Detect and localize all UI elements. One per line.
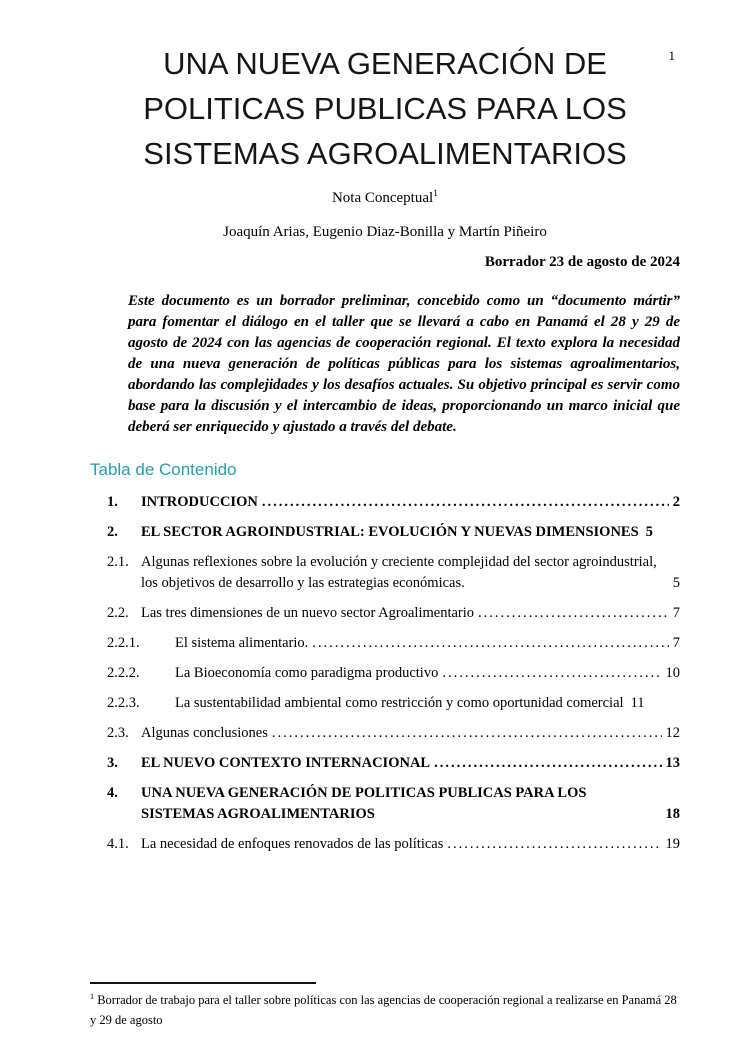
- footnote-reference-mark: 1: [433, 187, 439, 199]
- draft-date: Borrador 23 de agosto de 2024: [484, 253, 680, 270]
- toc-entry-label: INTRODUCCION: [141, 493, 258, 510]
- toc-entry-number: 3.: [107, 754, 118, 771]
- page-number: 1: [668, 48, 675, 63]
- toc-entry-page: 7: [672, 604, 680, 621]
- footnote-number: 1: [90, 992, 95, 1002]
- toc-entry-number: 2.1.: [107, 553, 129, 570]
- toc-entry-label: EL SECTOR AGROINDUSTRIAL: EVOLUCIÓN Y NUEVAS DIMENSIONES: [141, 523, 639, 540]
- toc-dot-leader: [262, 492, 669, 513]
- authors-line: Joaquín Arias, Eugenio Diaz-Bonilla y Martín Piñeiro: [223, 223, 547, 240]
- toc-entry-number: 4.1.: [107, 836, 129, 852]
- toc-entry-label: La necesidad de enfoques renovados de las políticas: [141, 836, 444, 852]
- toc-entry-label: Algunas reflexiones sobre la evolución y creciente complejidad del sector agroindustrial, los objetivos de desarrollo y las estrategias económicas.: [141, 553, 657, 591]
- toc-entry-number: 1.: [107, 493, 118, 510]
- toc-entry: [107, 603, 680, 624]
- toc-entry: [107, 522, 680, 543]
- toc-entry-page: 5: [645, 523, 653, 540]
- toc-entry-label: EL NUEVO CONTEXTO INTERNACIONAL: [141, 754, 431, 771]
- toc-entry-label: UNA NUEVA GENERACIÓN DE POLITICAS PUBLICAS PARA LOS SISTEMAS AGROALIMENTARIOS: [141, 784, 587, 822]
- footnote-body: Borrador de trabajo para el taller sobre políticas con las agencias de cooperación regional a realizarse en Panamá 28 y 29 de agosto: [90, 993, 677, 1027]
- subtitle: [90, 187, 680, 207]
- table-of-contents: [90, 460, 680, 855]
- toc-entry-label: La sustentabilidad ambiental como restricción y como oportunidad comercial: [175, 694, 624, 711]
- toc-entry: [107, 492, 680, 513]
- abstract-paragraph: Este documento es un borrador preliminar, concebido como un “documento mártir” para fomentar el diálogo en el taller que se llevará a cabo en Panamá el 28 y 29 de agosto de 2024 con las agencias de cooperación regional. El texto explora la necesidad de una nueva generación de políticas públicas para los sistemas agroalimentarios, abordando las complejidades y los desafíos actuales. Su objetivo principal es servir como base para la discusión y el intercambio de ideas, proporcionando un marco inicial que deberá ser enriquecido y ajustado a través del debate.: [128, 292, 680, 435]
- toc-entry-page: 2: [672, 493, 680, 510]
- toc-heading: Tabla de Contenido: [90, 459, 237, 479]
- footnote-text: [90, 991, 680, 1030]
- toc-entry-page: 10: [665, 664, 680, 681]
- toc-entry: [107, 753, 680, 774]
- footnote-separator-line: [90, 982, 316, 984]
- toc-entries: [90, 492, 680, 855]
- document-page: [0, 42, 743, 1042]
- toc-dot-leader: [434, 753, 661, 774]
- toc-entry: [107, 663, 680, 684]
- title-line-1: UNA NUEVA GENERACIÓN DE: [163, 46, 607, 81]
- toc-entry: [107, 693, 680, 714]
- title-line-2: POLITICAS PUBLICAS PARA LOS: [143, 90, 627, 126]
- toc-entry-number: 2.: [107, 523, 118, 540]
- toc-entry-page: 18: [665, 805, 680, 822]
- toc-entry: [107, 552, 680, 594]
- toc-entry-number: 2.2.1.: [107, 634, 140, 651]
- toc-entry-page: 7: [672, 634, 680, 651]
- toc-entry: [107, 633, 680, 654]
- toc-dot-leader: [447, 834, 661, 855]
- toc-dot-leader: [478, 603, 669, 624]
- toc-dot-leader: [442, 663, 661, 684]
- toc-dot-leader: [312, 633, 668, 654]
- toc-entry-label: Algunas conclusiones: [141, 724, 268, 741]
- subtitle-text: Nota Conceptual: [331, 189, 434, 206]
- toc-entry-page: 11: [630, 694, 645, 711]
- toc-entry: [107, 723, 680, 744]
- toc-entry-number: 2.3.: [107, 724, 129, 741]
- toc-entry-label: El sistema alimentario.: [175, 634, 309, 651]
- toc-entry-label: Las tres dimensiones de un nuevo sector Agroalimentario: [141, 604, 475, 621]
- toc-entry-label: La Bioeconomía como paradigma productivo: [175, 664, 439, 681]
- document-title: [90, 42, 680, 177]
- toc-entry-number: 2.2.2.: [107, 664, 140, 681]
- toc-entry-number: 2.2.3.: [107, 694, 140, 711]
- toc-entry-page: 13: [665, 754, 680, 771]
- toc-entry: [107, 834, 680, 855]
- toc-dot-leader: [272, 723, 662, 744]
- toc-entry-number: 4.: [107, 784, 118, 801]
- toc-entry-page: 12: [665, 724, 680, 741]
- title-line-3: SISTEMAS AGROALIMENTARIOS: [143, 135, 627, 171]
- toc-entry-number: 2.2.: [107, 604, 129, 621]
- toc-entry-page: 5: [672, 574, 680, 591]
- footnote-area: [90, 982, 680, 1030]
- toc-entry: [107, 783, 680, 825]
- toc-entry-page: 19: [665, 836, 680, 852]
